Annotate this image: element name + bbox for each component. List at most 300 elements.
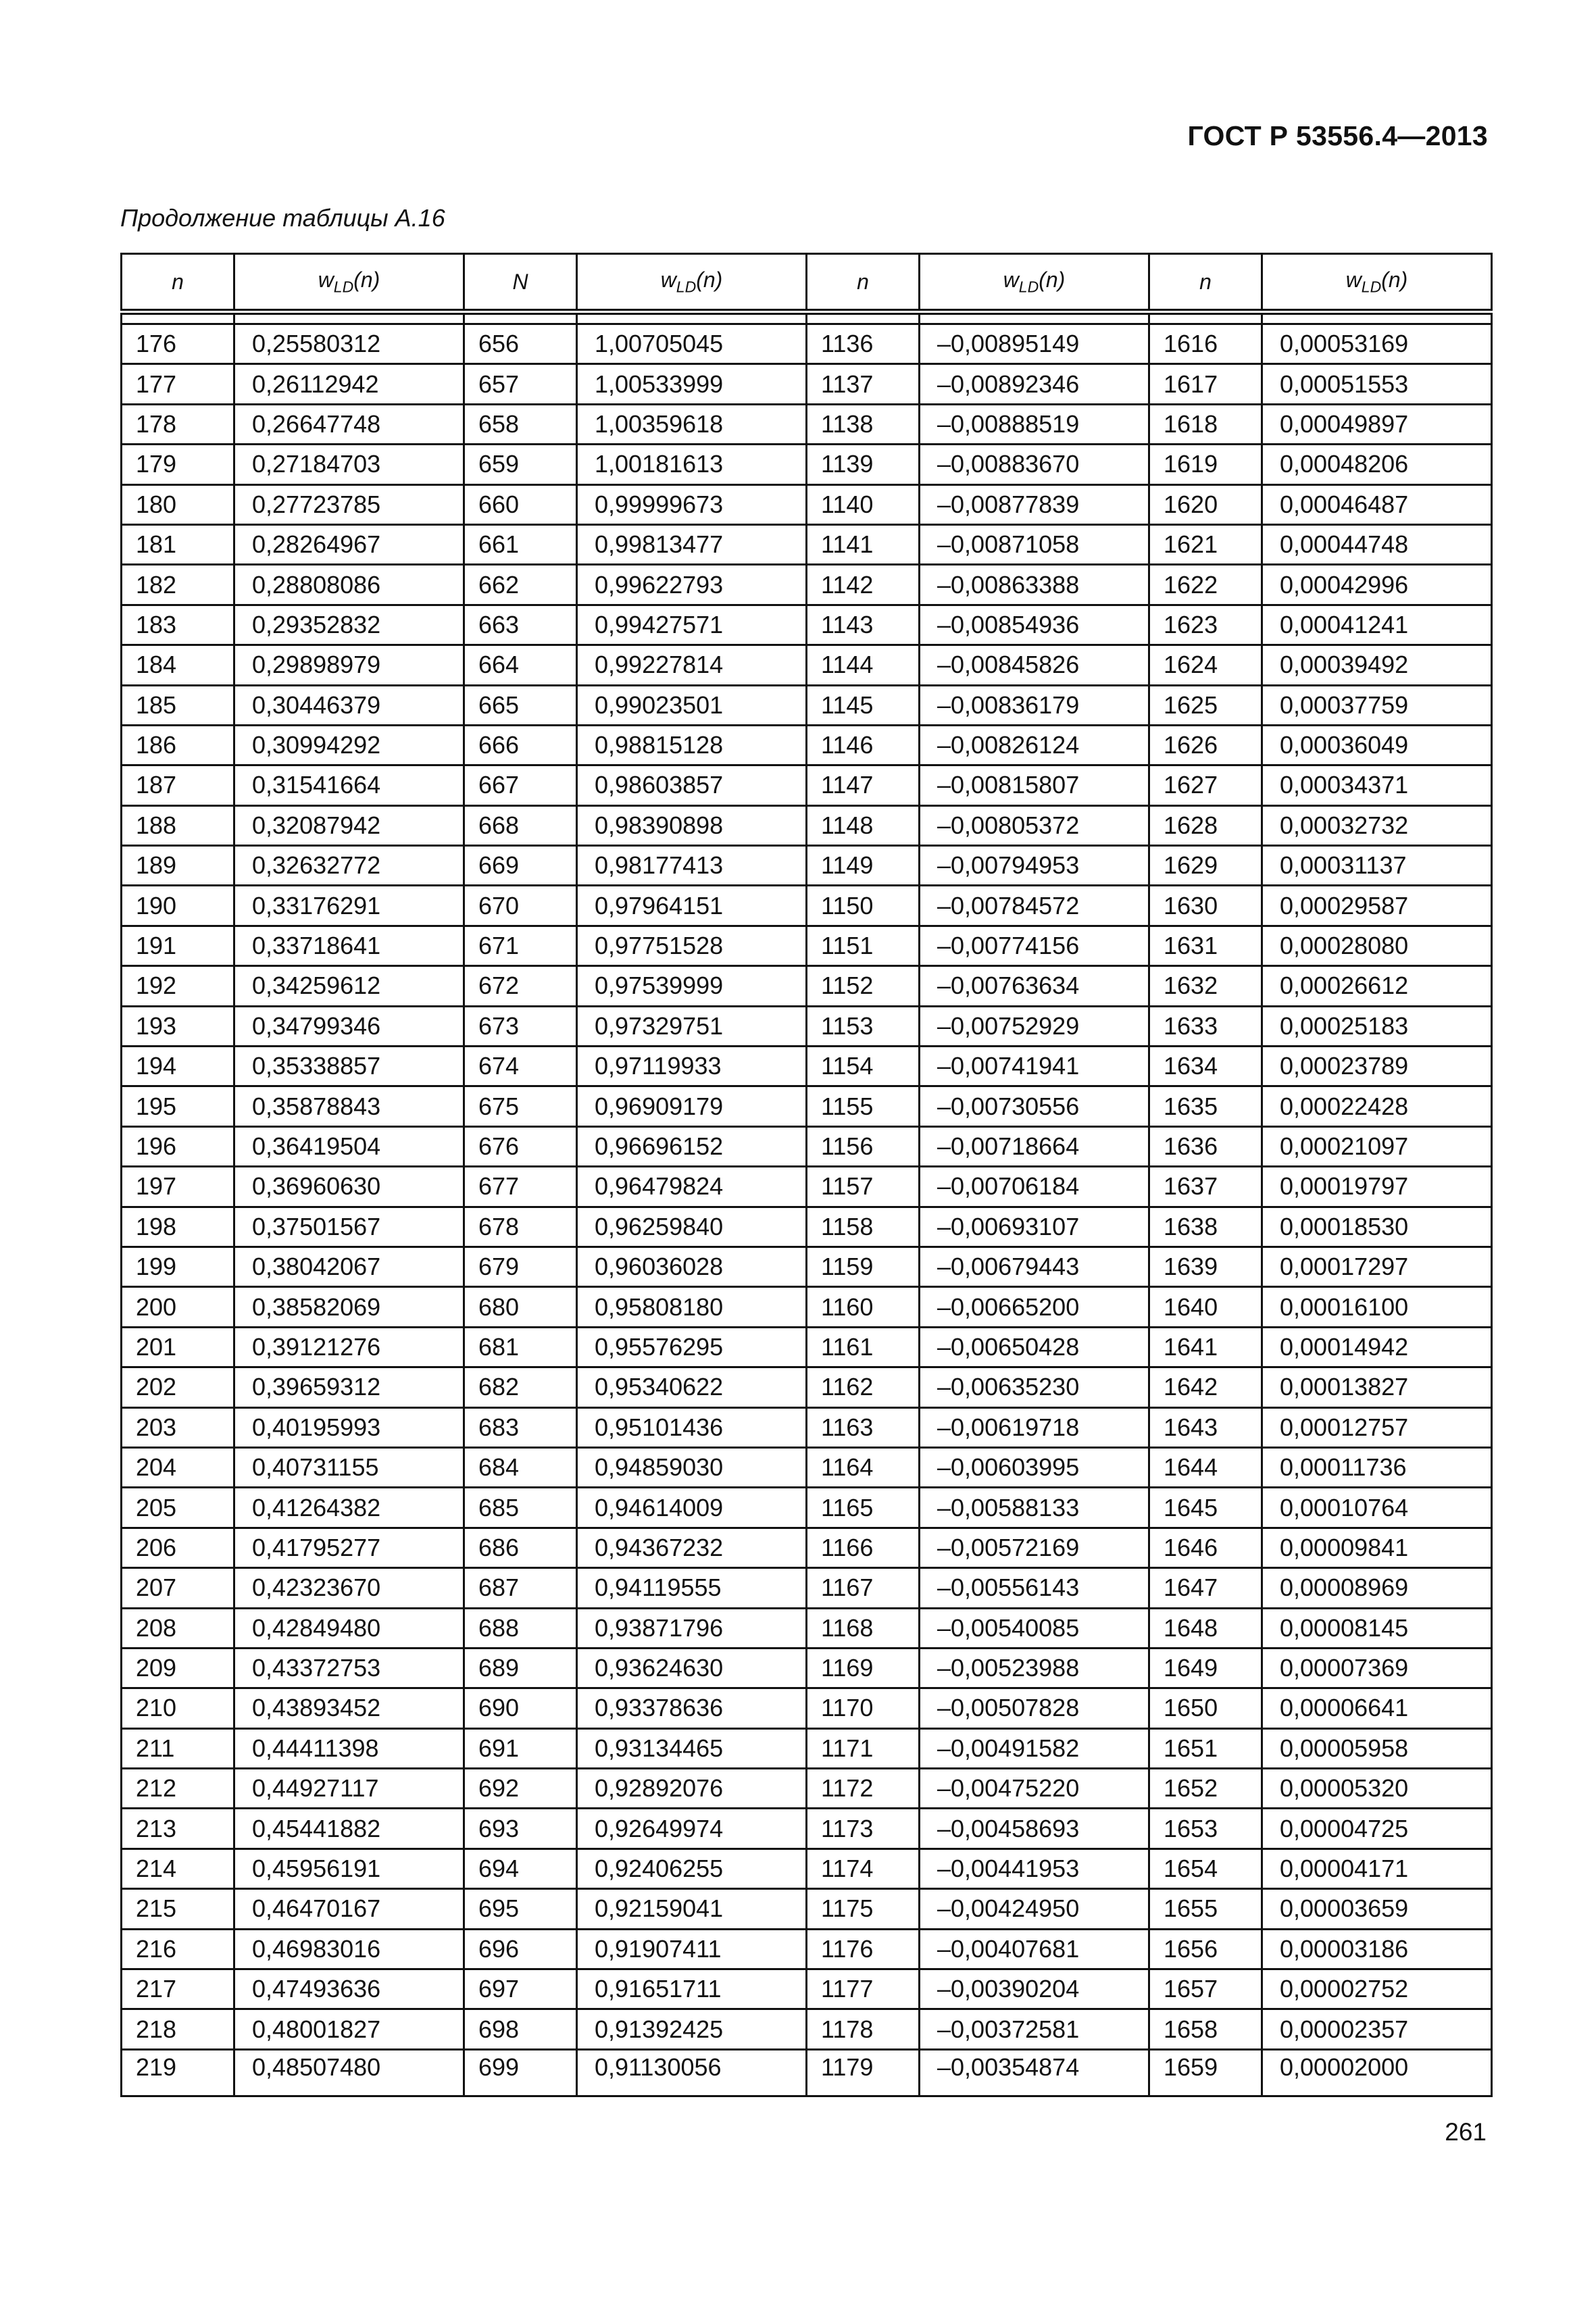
index-cell: 1151 xyxy=(807,926,920,965)
coefficient-cell: 0,00051553 xyxy=(1262,364,1492,404)
index-cell: 694 xyxy=(464,1848,577,1888)
coefficient-cell: 0,44927117 xyxy=(234,1769,464,1809)
table-row xyxy=(122,1167,1492,1207)
coefficient-cell: 0,00003186 xyxy=(1262,1929,1492,1969)
coefficient-cell: –0,00619718 xyxy=(920,1407,1149,1447)
index-cell: 1160 xyxy=(807,1287,920,1327)
coefficient-cell: –0,00854936 xyxy=(920,605,1149,645)
table-row xyxy=(122,1929,1492,1969)
coefficient-cell: 0,93624630 xyxy=(577,1648,807,1688)
index-cell: 182 xyxy=(122,565,234,605)
index-cell: 208 xyxy=(122,1608,234,1648)
index-cell: 1159 xyxy=(807,1247,920,1286)
index-cell: 657 xyxy=(464,364,577,404)
table-row xyxy=(122,725,1492,765)
index-cell: 209 xyxy=(122,1648,234,1688)
index-cell: 1179 xyxy=(807,2049,920,2096)
index-cell: 215 xyxy=(122,1889,234,1929)
coefficient-cell: 0,00037759 xyxy=(1262,685,1492,725)
header-spacer-row xyxy=(122,312,1492,324)
coefficient-cell: –0,00390204 xyxy=(920,1969,1149,2009)
index-cell: 184 xyxy=(122,645,234,685)
column-header xyxy=(920,254,1149,312)
index-cell: 675 xyxy=(464,1086,577,1126)
index-cell: 658 xyxy=(464,404,577,444)
index-cell: 1656 xyxy=(1149,1929,1262,1969)
index-cell: 1177 xyxy=(807,1969,920,2009)
column-header-symbol: w xyxy=(1003,267,1019,292)
coefficient-cell: 0,00004171 xyxy=(1262,1848,1492,1888)
coefficient-cell: 0,29352832 xyxy=(234,605,464,645)
index-cell: 1653 xyxy=(1149,1809,1262,1848)
coefficient-cell: 0,00004725 xyxy=(1262,1809,1492,1848)
coefficient-cell: 0,94614009 xyxy=(577,1488,807,1528)
coefficient-cell: –0,00794953 xyxy=(920,846,1149,886)
index-cell: 662 xyxy=(464,565,577,605)
coefficient-cell: 0,00042996 xyxy=(1262,565,1492,605)
index-cell: 1622 xyxy=(1149,565,1262,605)
coefficient-cell: –0,00665200 xyxy=(920,1287,1149,1327)
index-cell: 213 xyxy=(122,1809,234,1848)
index-cell: 190 xyxy=(122,886,234,926)
coefficient-cell: 0,92649974 xyxy=(577,1809,807,1848)
coefficient-cell: 0,00007369 xyxy=(1262,1648,1492,1688)
index-cell: 194 xyxy=(122,1047,234,1086)
table-row xyxy=(122,1688,1492,1728)
column-header-symbol: w xyxy=(1345,267,1362,292)
coefficient-cell: –0,00372581 xyxy=(920,2009,1149,2049)
index-cell: 677 xyxy=(464,1167,577,1207)
column-header xyxy=(807,254,920,312)
coefficient-cell: 0,97329751 xyxy=(577,1006,807,1046)
coefficient-cell: 0,00046487 xyxy=(1262,484,1492,524)
table-row xyxy=(122,685,1492,725)
column-header-symbol: n xyxy=(172,269,184,294)
index-cell: 691 xyxy=(464,1728,577,1768)
coefficient-cell: 0,25580312 xyxy=(234,324,464,364)
column-header xyxy=(1149,254,1262,312)
coefficient-cell: 0,91907411 xyxy=(577,1929,807,1969)
index-cell: 218 xyxy=(122,2009,234,2049)
coefficient-cell: 0,48507480 xyxy=(234,2049,464,2096)
index-cell: 1141 xyxy=(807,524,920,564)
index-cell: 207 xyxy=(122,1568,234,1608)
index-cell: 185 xyxy=(122,685,234,725)
index-cell: 205 xyxy=(122,1488,234,1528)
index-cell: 178 xyxy=(122,404,234,444)
coefficient-cell: 0,92892076 xyxy=(577,1769,807,1809)
coefficient-cell: 0,44411398 xyxy=(234,1728,464,1768)
coefficient-cell: –0,00706184 xyxy=(920,1167,1149,1207)
coefficient-cell: 0,00018530 xyxy=(1262,1207,1492,1247)
index-cell: 1654 xyxy=(1149,1848,1262,1888)
index-cell: 201 xyxy=(122,1327,234,1367)
coefficient-cell: 0,97119933 xyxy=(577,1047,807,1086)
coefficient-cell: 0,30446379 xyxy=(234,685,464,725)
document-code: ГОСТ Р 53556.4—2013 xyxy=(1187,120,1488,151)
table-row xyxy=(122,1568,1492,1608)
coefficient-cell: –0,00815807 xyxy=(920,765,1149,805)
index-cell: 1634 xyxy=(1149,1047,1262,1086)
coefficient-cell: –0,00679443 xyxy=(920,1247,1149,1286)
table-row xyxy=(122,1247,1492,1286)
index-cell: 219 xyxy=(122,2049,234,2096)
coefficient-cell: –0,00892346 xyxy=(920,364,1149,404)
window-coefficients-table xyxy=(120,253,1493,2097)
index-cell: 689 xyxy=(464,1648,577,1688)
coefficient-cell: 0,33718641 xyxy=(234,926,464,965)
coefficient-cell: 0,00006641 xyxy=(1262,1688,1492,1728)
coefficient-cell: –0,00774156 xyxy=(920,926,1149,965)
coefficient-cell: 0,00013827 xyxy=(1262,1367,1492,1407)
table-row xyxy=(122,1126,1492,1166)
coefficient-cell: 0,32087942 xyxy=(234,805,464,845)
coefficient-cell: 0,94119555 xyxy=(577,1568,807,1608)
coefficient-cell: –0,00863388 xyxy=(920,565,1149,605)
coefficient-cell: 0,45441882 xyxy=(234,1809,464,1848)
index-cell: 682 xyxy=(464,1367,577,1407)
index-cell: 676 xyxy=(464,1126,577,1166)
table-row xyxy=(122,765,1492,805)
coefficient-cell: 0,35878843 xyxy=(234,1086,464,1126)
index-cell: 206 xyxy=(122,1528,234,1567)
index-cell: 179 xyxy=(122,445,234,484)
index-cell: 204 xyxy=(122,1447,234,1487)
coefficient-cell: 0,00009841 xyxy=(1262,1528,1492,1567)
coefficient-cell: 0,00049897 xyxy=(1262,404,1492,444)
coefficient-cell: 0,30994292 xyxy=(234,725,464,765)
coefficient-cell: 0,99813477 xyxy=(577,524,807,564)
index-cell: 1627 xyxy=(1149,765,1262,805)
index-cell: 656 xyxy=(464,324,577,364)
index-cell: 679 xyxy=(464,1247,577,1286)
coefficient-cell: 0,98815128 xyxy=(577,725,807,765)
coefficient-cell: –0,00752929 xyxy=(920,1006,1149,1046)
index-cell: 665 xyxy=(464,685,577,725)
index-cell: 1639 xyxy=(1149,1247,1262,1286)
index-cell: 661 xyxy=(464,524,577,564)
coefficient-cell: 0,96909179 xyxy=(577,1086,807,1126)
index-cell: 1164 xyxy=(807,1447,920,1487)
coefficient-cell: 0,00026612 xyxy=(1262,966,1492,1006)
index-cell: 1178 xyxy=(807,2009,920,2049)
index-cell: 196 xyxy=(122,1126,234,1166)
index-cell: 684 xyxy=(464,1447,577,1487)
index-cell: 1173 xyxy=(807,1809,920,1848)
column-header-argument: (n) xyxy=(696,267,723,292)
table-row xyxy=(122,886,1492,926)
coefficient-cell: 0,45956191 xyxy=(234,1848,464,1888)
coefficient-cell: 0,00012757 xyxy=(1262,1407,1492,1447)
index-cell: 1643 xyxy=(1149,1407,1262,1447)
index-cell: 1640 xyxy=(1149,1287,1262,1327)
index-cell: 1142 xyxy=(807,565,920,605)
index-cell: 697 xyxy=(464,1969,577,2009)
index-cell: 1641 xyxy=(1149,1327,1262,1367)
coefficient-cell: 0,35338857 xyxy=(234,1047,464,1086)
index-cell: 1171 xyxy=(807,1728,920,1768)
coefficient-cell: 0,00008145 xyxy=(1262,1608,1492,1648)
index-cell: 660 xyxy=(464,484,577,524)
index-cell: 1649 xyxy=(1149,1648,1262,1688)
index-cell: 1144 xyxy=(807,645,920,685)
page-number: 261 xyxy=(1445,2118,1487,2146)
index-cell: 211 xyxy=(122,1728,234,1768)
coefficient-cell: 0,36960630 xyxy=(234,1167,464,1207)
index-cell: 212 xyxy=(122,1769,234,1809)
coefficient-cell: 0,93134465 xyxy=(577,1728,807,1768)
column-header-subscript: LD xyxy=(333,278,354,296)
coefficient-cell: –0,00763634 xyxy=(920,966,1149,1006)
index-cell: 1137 xyxy=(807,364,920,404)
coefficient-cell: –0,00836179 xyxy=(920,685,1149,725)
index-cell: 1655 xyxy=(1149,1889,1262,1929)
index-cell: 202 xyxy=(122,1367,234,1407)
index-cell: 199 xyxy=(122,1247,234,1286)
coefficient-cell: –0,00784572 xyxy=(920,886,1149,926)
coefficient-cell: 0,00005958 xyxy=(1262,1728,1492,1768)
index-cell: 1638 xyxy=(1149,1207,1262,1247)
index-cell: 1136 xyxy=(807,324,920,364)
index-cell: 1631 xyxy=(1149,926,1262,965)
coefficient-cell: 0,00048206 xyxy=(1262,445,1492,484)
index-cell: 200 xyxy=(122,1287,234,1327)
coefficient-cell: 0,00044748 xyxy=(1262,524,1492,564)
index-cell: 1140 xyxy=(807,484,920,524)
index-cell: 197 xyxy=(122,1167,234,1207)
index-cell: 678 xyxy=(464,1207,577,1247)
coefficient-cell: 0,00008969 xyxy=(1262,1568,1492,1608)
coefficient-cell: 0,98177413 xyxy=(577,846,807,886)
index-cell: 180 xyxy=(122,484,234,524)
index-cell: 693 xyxy=(464,1809,577,1848)
coefficient-cell: 0,00023789 xyxy=(1262,1047,1492,1086)
index-cell: 1167 xyxy=(807,1568,920,1608)
index-cell: 1620 xyxy=(1149,484,1262,524)
index-cell: 216 xyxy=(122,1929,234,1969)
coefficient-cell: 0,91651711 xyxy=(577,1969,807,2009)
index-cell: 1632 xyxy=(1149,966,1262,1006)
index-cell: 1637 xyxy=(1149,1167,1262,1207)
coefficient-cell: 0,38042067 xyxy=(234,1247,464,1286)
coefficient-cell: 0,00029587 xyxy=(1262,886,1492,926)
index-cell: 1657 xyxy=(1149,1969,1262,2009)
table-row xyxy=(122,846,1492,886)
index-cell: 1172 xyxy=(807,1769,920,1809)
coefficient-cell: 0,94367232 xyxy=(577,1528,807,1567)
coefficient-cell: –0,00588133 xyxy=(920,1488,1149,1528)
index-cell: 672 xyxy=(464,966,577,1006)
index-cell: 1630 xyxy=(1149,886,1262,926)
coefficient-cell: –0,00556143 xyxy=(920,1568,1149,1608)
coefficient-cell: 0,95808180 xyxy=(577,1287,807,1327)
index-cell: 1619 xyxy=(1149,445,1262,484)
index-cell: 1624 xyxy=(1149,645,1262,685)
index-cell: 186 xyxy=(122,725,234,765)
table-row xyxy=(122,445,1492,484)
coefficient-cell: 0,42849480 xyxy=(234,1608,464,1648)
index-cell: 217 xyxy=(122,1969,234,2009)
table-row xyxy=(122,565,1492,605)
index-cell: 670 xyxy=(464,886,577,926)
index-cell: 187 xyxy=(122,765,234,805)
index-cell: 203 xyxy=(122,1407,234,1447)
coefficient-cell: 0,99023501 xyxy=(577,685,807,725)
table-row xyxy=(122,1648,1492,1688)
index-cell: 1145 xyxy=(807,685,920,725)
coefficient-cell: 0,98390898 xyxy=(577,805,807,845)
coefficient-cell: 0,32632772 xyxy=(234,846,464,886)
coefficient-cell: 0,95576295 xyxy=(577,1327,807,1367)
index-cell: 674 xyxy=(464,1047,577,1086)
coefficient-cell: 0,95340622 xyxy=(577,1367,807,1407)
table-row xyxy=(122,1488,1492,1528)
coefficient-cell: 0,34799346 xyxy=(234,1006,464,1046)
table-row xyxy=(122,2009,1492,2049)
coefficient-cell: 0,26647748 xyxy=(234,404,464,444)
index-cell: 210 xyxy=(122,1688,234,1728)
coefficient-cell: 0,00011736 xyxy=(1262,1447,1492,1487)
table-row xyxy=(122,1608,1492,1648)
coefficient-cell: –0,00354874 xyxy=(920,2049,1149,2096)
coefficient-cell: –0,00871058 xyxy=(920,524,1149,564)
index-cell: 1146 xyxy=(807,725,920,765)
coefficient-cell: 0,96479824 xyxy=(577,1167,807,1207)
coefficient-cell: –0,00895149 xyxy=(920,324,1149,364)
index-cell: 1621 xyxy=(1149,524,1262,564)
coefficient-cell: 0,27723785 xyxy=(234,484,464,524)
index-cell: 699 xyxy=(464,2049,577,2096)
index-cell: 690 xyxy=(464,1688,577,1728)
coefficient-cell: 0,93378636 xyxy=(577,1688,807,1728)
coefficient-cell: 0,33176291 xyxy=(234,886,464,926)
table-row xyxy=(122,1769,1492,1809)
column-header-subscript: LD xyxy=(1018,278,1039,296)
column-header-argument: (n) xyxy=(1039,267,1066,292)
index-cell: 1635 xyxy=(1149,1086,1262,1126)
coefficient-cell: 0,36419504 xyxy=(234,1126,464,1166)
coefficient-cell: 0,00032732 xyxy=(1262,805,1492,845)
coefficient-cell: 0,92406255 xyxy=(577,1848,807,1888)
index-cell: 1658 xyxy=(1149,2009,1262,2049)
coefficient-cell: 0,00016100 xyxy=(1262,1287,1492,1327)
coefficient-cell: 1,00705045 xyxy=(577,324,807,364)
coefficient-cell: 0,40731155 xyxy=(234,1447,464,1487)
index-cell: 1176 xyxy=(807,1929,920,1969)
coefficient-cell: 0,31541664 xyxy=(234,765,464,805)
coefficient-cell: 0,26112942 xyxy=(234,364,464,404)
coefficient-cell: 0,99622793 xyxy=(577,565,807,605)
column-header-symbol: n xyxy=(857,269,869,294)
coefficient-cell: 1,00181613 xyxy=(577,445,807,484)
coefficient-cell: 0,00021097 xyxy=(1262,1126,1492,1166)
coefficient-cell: –0,00507828 xyxy=(920,1688,1149,1728)
index-cell: 1148 xyxy=(807,805,920,845)
index-cell: 1625 xyxy=(1149,685,1262,725)
index-cell: 685 xyxy=(464,1488,577,1528)
index-cell: 1618 xyxy=(1149,404,1262,444)
index-cell: 686 xyxy=(464,1528,577,1567)
table-row xyxy=(122,1207,1492,1247)
coefficient-cell: 0,40195993 xyxy=(234,1407,464,1447)
index-cell: 1149 xyxy=(807,846,920,886)
index-cell: 1617 xyxy=(1149,364,1262,404)
coefficient-cell: 0,48001827 xyxy=(234,2009,464,2049)
coefficient-cell: 0,39659312 xyxy=(234,1367,464,1407)
column-header-subscript: LD xyxy=(676,278,697,296)
index-cell: 1174 xyxy=(807,1848,920,1888)
coefficient-cell: –0,00650428 xyxy=(920,1327,1149,1367)
coefficient-cell: 0,28264967 xyxy=(234,524,464,564)
index-cell: 1162 xyxy=(807,1367,920,1407)
coefficient-cell: 0,91392425 xyxy=(577,2009,807,2049)
index-cell: 680 xyxy=(464,1287,577,1327)
coefficient-cell: 0,00022428 xyxy=(1262,1086,1492,1126)
table-row xyxy=(122,1528,1492,1567)
coefficient-cell: 0,00005320 xyxy=(1262,1769,1492,1809)
index-cell: 1153 xyxy=(807,1006,920,1046)
column-header-symbol: n xyxy=(1199,269,1212,294)
index-cell: 663 xyxy=(464,605,577,645)
index-cell: 1168 xyxy=(807,1608,920,1648)
coefficient-cell: 0,00041241 xyxy=(1262,605,1492,645)
index-cell: 692 xyxy=(464,1769,577,1809)
index-cell: 1158 xyxy=(807,1207,920,1247)
coefficient-cell: 0,00014942 xyxy=(1262,1327,1492,1367)
coefficient-cell: 0,00031137 xyxy=(1262,846,1492,886)
coefficient-cell: 0,41795277 xyxy=(234,1528,464,1567)
coefficient-cell: 0,28808086 xyxy=(234,565,464,605)
coefficient-cell: 0,99227814 xyxy=(577,645,807,685)
coefficient-cell: –0,00845826 xyxy=(920,645,1149,685)
coefficient-cell: 0,00034371 xyxy=(1262,765,1492,805)
index-cell: 1642 xyxy=(1149,1367,1262,1407)
index-cell: 1165 xyxy=(807,1488,920,1528)
coefficient-cell: 0,92159041 xyxy=(577,1889,807,1929)
index-cell: 176 xyxy=(122,324,234,364)
coefficient-cell: –0,00635230 xyxy=(920,1367,1149,1407)
coefficient-cell: 0,00053169 xyxy=(1262,324,1492,364)
table-row xyxy=(122,1327,1492,1367)
index-cell: 195 xyxy=(122,1086,234,1126)
coefficient-cell: 0,00002357 xyxy=(1262,2009,1492,2049)
column-header xyxy=(1262,254,1492,312)
coefficient-cell: –0,00718664 xyxy=(920,1126,1149,1166)
table-row xyxy=(122,1447,1492,1487)
coefficient-cell: 0,97539999 xyxy=(577,966,807,1006)
coefficient-cell: 0,97751528 xyxy=(577,926,807,965)
coefficient-cell: 0,91130056 xyxy=(577,2049,807,2096)
coefficient-cell: 0,93871796 xyxy=(577,1608,807,1648)
table-row xyxy=(122,404,1492,444)
index-cell: 1644 xyxy=(1149,1447,1262,1487)
coefficient-cell: 0,00028080 xyxy=(1262,926,1492,965)
coefficient-cell: 0,00010764 xyxy=(1262,1488,1492,1528)
column-header xyxy=(464,254,577,312)
coefficient-cell: –0,00407681 xyxy=(920,1929,1149,1969)
coefficient-cell: 0,00025183 xyxy=(1262,1006,1492,1046)
coefficient-cell: 0,46470167 xyxy=(234,1889,464,1929)
index-cell: 189 xyxy=(122,846,234,886)
index-cell: 673 xyxy=(464,1006,577,1046)
coefficient-cell: 0,96036028 xyxy=(577,1247,807,1286)
coefficient-cell: –0,00424950 xyxy=(920,1889,1149,1929)
index-cell: 1143 xyxy=(807,605,920,645)
index-cell: 1157 xyxy=(807,1167,920,1207)
index-cell: 1646 xyxy=(1149,1528,1262,1567)
index-cell: 1169 xyxy=(807,1648,920,1688)
index-cell: 1175 xyxy=(807,1889,920,1929)
